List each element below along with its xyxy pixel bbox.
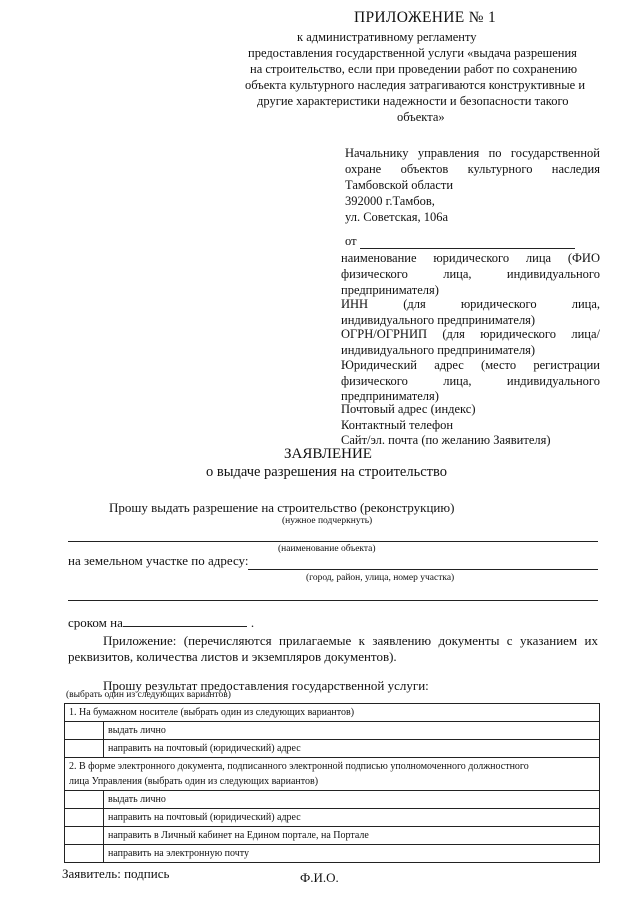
land-label: на земельном участке по адресу: xyxy=(68,553,249,568)
result-hint: (выбрать один из следующих вариантов) xyxy=(66,690,231,700)
object-name-line[interactable] xyxy=(68,541,598,542)
appendix-line-3: на строительство, если при проведении работ по сохранению xyxy=(250,62,578,76)
option-checkbox-cell[interactable] xyxy=(65,740,104,758)
option-row[interactable] xyxy=(65,722,600,740)
land-hint: (город, район, улица, номер участка) xyxy=(306,573,455,583)
option-row[interactable] xyxy=(65,809,600,827)
section1-header: 1. На бумажном носителе (выбрать один из следующих вариантов) xyxy=(65,704,600,722)
applicant-field-8: Юридический адрес (место регистрации xyxy=(341,358,600,372)
applicant-field-6: ОГРН/ОГРНИП (для юридического лица/ xyxy=(341,327,600,341)
statement-title: ЗАЯВЛЕНИЕ xyxy=(284,446,372,462)
from-label: от xyxy=(345,234,357,248)
applicant-field-7: индивидуального предпринимателя) xyxy=(341,343,536,357)
applicant-field-13: Сайт/эл. почта (по желанию Заявителя) xyxy=(341,433,551,447)
addressee-line-1: Начальнику управления по государственной xyxy=(345,146,600,160)
addressee-line-4: 392000 г.Тамбов, xyxy=(345,194,435,208)
request-hint: (нужное подчеркнуть) xyxy=(282,516,373,526)
applicant-field-9: физического лица, индивидуального xyxy=(341,374,600,388)
applicant-field-5: индивидуального предпринимателя) xyxy=(341,313,536,327)
section2-line-2: лица Управления (выбрать один из следующих вариантов) xyxy=(69,776,319,787)
option-label: выдать лично xyxy=(104,722,600,740)
option-checkbox-cell[interactable] xyxy=(65,845,104,863)
applicant-field-2: физического лица, индивидуального xyxy=(341,267,600,281)
option-checkbox-cell[interactable] xyxy=(65,791,104,809)
section2-row xyxy=(65,758,600,791)
option-label: направить на электронную почту xyxy=(104,845,600,863)
addressee-line-5: ул. Советская, 106а xyxy=(345,210,449,224)
from-line[interactable] xyxy=(360,248,575,249)
option-label: направить на почтовый (юридический) адрес xyxy=(104,809,600,827)
term-end: . xyxy=(250,615,255,630)
term-input[interactable] xyxy=(123,614,247,627)
fio-label: Ф.И.О. xyxy=(300,870,339,885)
appendix-line-1: к административному регламенту xyxy=(297,30,477,44)
option-checkbox-cell[interactable] xyxy=(65,827,104,845)
option-label: направить на почтовый (юридический) адрес xyxy=(104,740,600,758)
section2-header xyxy=(65,758,600,791)
attachment-line-2: реквизитов, количества листов и экземпляров документов). xyxy=(68,649,397,664)
request-text: Прошу выдать разрешение на строительство (реконструкцию) xyxy=(109,500,455,515)
applicant-field-11: Почтовый адрес (индекс) xyxy=(341,402,476,416)
section2-line-1: 2. В форме электронного документа, подписанного электронной подписью уполномоченного должностного xyxy=(69,761,529,772)
applicant-field-1: наименование юридического лица (ФИО xyxy=(341,251,600,265)
applicant-field-12: Контактный телефон xyxy=(341,418,454,432)
statement-subtitle: о выдаче разрешения на строительство xyxy=(206,464,447,480)
appendix-title: ПРИЛОЖЕНИЕ № 1 xyxy=(354,9,497,26)
land-address-line[interactable] xyxy=(248,569,598,570)
applicant-field-3: предпринимателя) xyxy=(341,283,439,297)
appendix-line-4: объекта культурного наследия затрагиваются конструктивные и xyxy=(245,78,586,92)
term-label-text: сроком на xyxy=(68,615,123,630)
attachment-line-1: Приложение: (перечисляются прилагаемые к заявлению документы с указанием их xyxy=(103,633,598,648)
result-options-table xyxy=(64,703,600,863)
option-row[interactable] xyxy=(65,845,600,863)
land-address-line-2[interactable] xyxy=(68,600,598,601)
appendix-line-5: другие характеристики надежности и безопасности такого xyxy=(257,94,569,108)
option-row[interactable] xyxy=(65,791,600,809)
section1-row xyxy=(65,704,600,722)
signature-label: Заявитель: подпись xyxy=(62,866,170,881)
result-label: Прошу результат предоставления государственной услуги: xyxy=(103,678,429,693)
object-hint: (наименование объекта) xyxy=(278,544,376,554)
addressee-line-3: Тамбовской области xyxy=(345,178,454,192)
term-label xyxy=(68,614,254,631)
option-label: направить в Личный кабинет на Едином портале, на Портале xyxy=(104,827,600,845)
appendix-line-6: объекта» xyxy=(397,110,445,124)
appendix-line-2: предоставления государственной услуги «выдача разрешения xyxy=(248,46,577,60)
option-row[interactable] xyxy=(65,827,600,845)
option-checkbox-cell[interactable] xyxy=(65,722,104,740)
applicant-field-10: предпринимателя) xyxy=(341,389,439,403)
addressee-line-2: охране объектов культурного наследия xyxy=(345,162,600,176)
applicant-field-4: ИНН (для юридического лица, xyxy=(341,297,600,311)
option-row[interactable] xyxy=(65,740,600,758)
option-label: выдать лично xyxy=(104,791,600,809)
option-checkbox-cell[interactable] xyxy=(65,809,104,827)
